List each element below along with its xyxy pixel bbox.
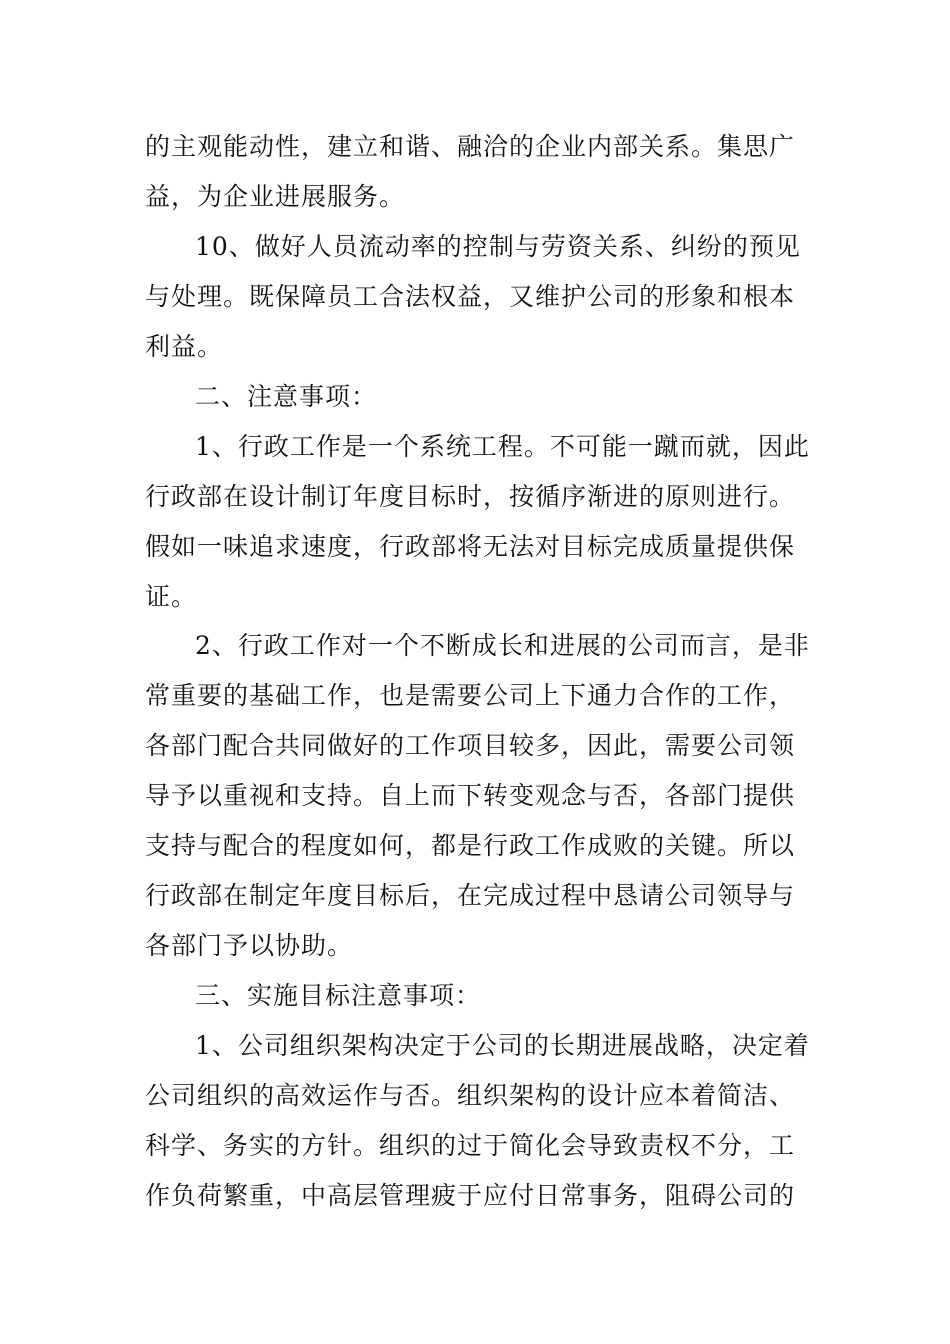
text-line: 证。 bbox=[145, 582, 198, 611]
text-line: 假如一味追求速度，行政部将无法对目标完成质量提供保 bbox=[145, 532, 796, 561]
paragraph-start-line: 1、公司组织架构决定于公司的长期进展战略，决定着 bbox=[195, 1031, 810, 1060]
text-line: 公司组织的高效运作与否。组织架构的设计应本着简洁、 bbox=[145, 1081, 796, 1110]
text-line: 与处理。既保障员工合法权益，又维护公司的形象和根本 bbox=[145, 282, 796, 311]
text-line: 行政部在设计制订年度目标时，按循序渐进的原则进行。 bbox=[145, 482, 796, 511]
section-heading: 二、注意事项： bbox=[195, 382, 378, 411]
text-line: 导予以重视和支持。自上而下转变观念与否，各部门提供 bbox=[145, 781, 796, 810]
paragraph-start-line: 10、做好人员流动率的控制与劳资关系、纠纷的预见 bbox=[195, 232, 801, 261]
text-line: 的主观能动性，建立和谐、融洽的企业内部关系。集思广 bbox=[145, 132, 796, 161]
text-line: 支持与配合的程度如何，都是行政工作成败的关键。所以 bbox=[145, 831, 796, 860]
text-line: 行政部在制定年度目标后，在完成过程中恳请公司领导与 bbox=[145, 881, 796, 910]
text-line: 各部门予以协助。 bbox=[145, 931, 354, 960]
text-line: 益，为企业进展服务。 bbox=[145, 182, 406, 211]
text-line: 利益。 bbox=[145, 332, 224, 361]
text-line: 科学、务实的方针。组织的过于简化会导致责权不分，工 bbox=[145, 1131, 796, 1160]
section-heading: 三、实施目标注意事项： bbox=[195, 981, 482, 1010]
text-line: 作负荷繁重，中高层管理疲于应付日常事务，阻碍公司的 bbox=[145, 1181, 796, 1210]
text-line: 各部门配合共同做好的工作项目较多，因此，需要公司领 bbox=[145, 731, 796, 760]
paragraph-start-line: 2、行政工作对一个不断成长和进展的公司而言，是非 bbox=[195, 631, 810, 660]
text-line: 常重要的基础工作，也是需要公司上下通力合作的工作， bbox=[145, 681, 796, 710]
paragraph-start-line: 1、行政工作是一个系统工程。不可能一蹴而就，因此 bbox=[195, 432, 810, 461]
